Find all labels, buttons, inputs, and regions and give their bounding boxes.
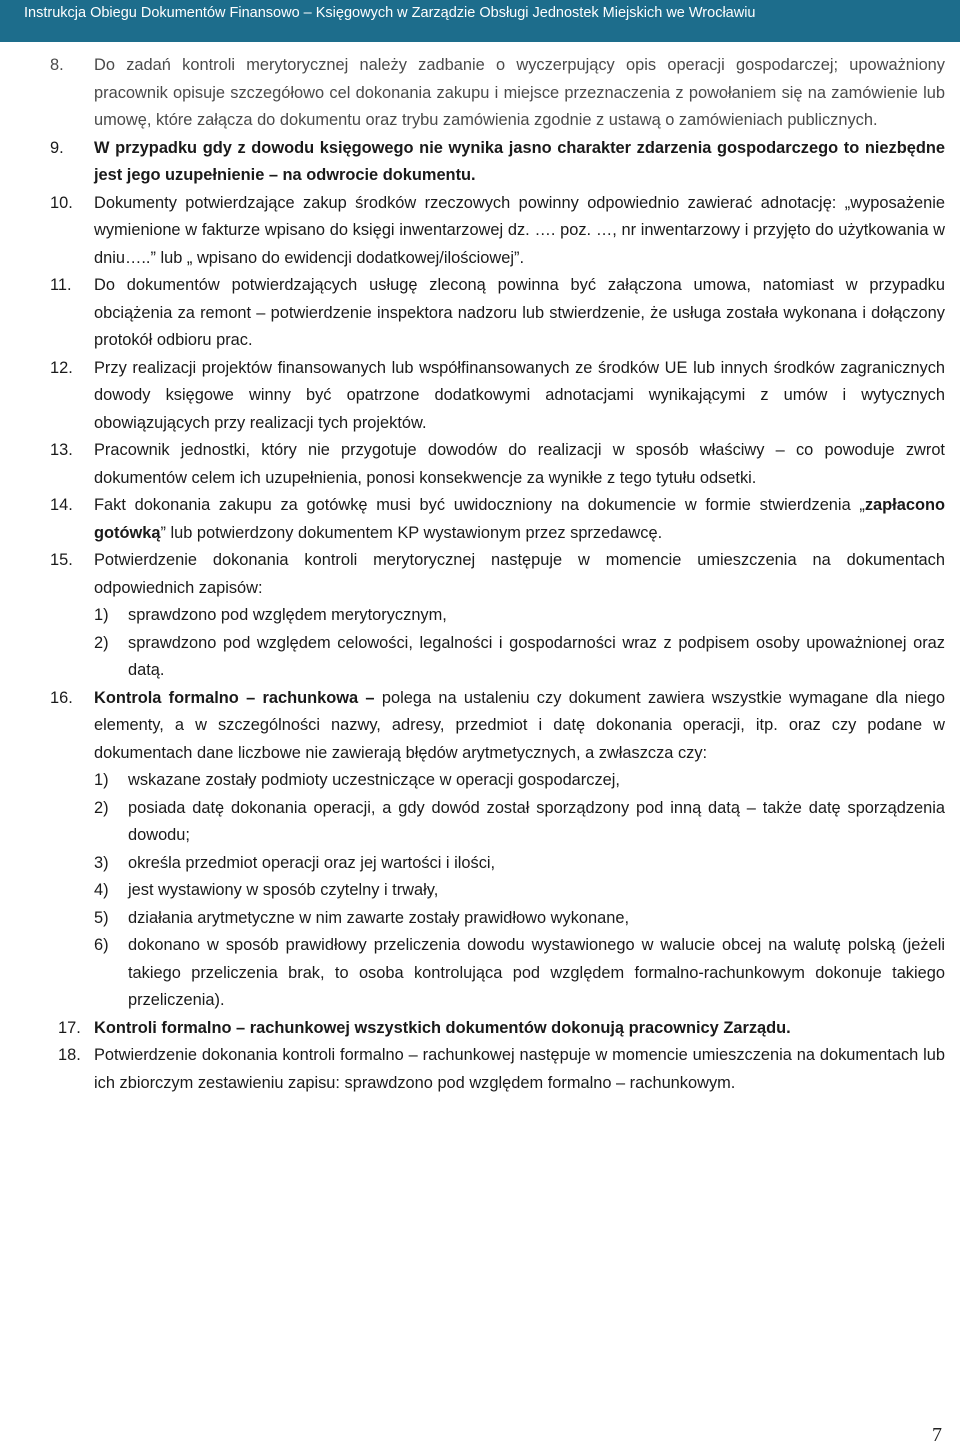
document-header <box>0 0 960 42</box>
sub-item <box>94 877 945 905</box>
sub-item-text: działania arytmetyczne w nim zawarte zostały prawidłowo wykonane, <box>128 908 630 927</box>
item-text-after: polega na ustaleniu czy dokument zawiera wszystkie wymagane dla niego elementy, a w szczególności nazwy, adresy, przedmiot i datę dokonania operacji, itp. oraz czy podane w dokumentach dane liczbowe nie zawierają błędów arytmetycznych, a zwłaszcza czy: <box>94 688 945 762</box>
list-item-12 <box>50 355 945 438</box>
sub-item-text: sprawdzono pod względem celowości, legalności i gospodarności wraz z podpisem osoby upoważnionej oraz datą. <box>128 633 945 679</box>
sub-item-text: określa przedmiot operacji oraz jej wartości i ilości, <box>128 853 496 872</box>
list-item-13 <box>50 437 945 492</box>
item-text: Potwierdzenie dokonania kontroli formalno – rachunkowej następuje w momencie umieszczenia na dokumentach lub ich zbiorczym zestawieniu zapisu: sprawdzono pod względem formalno – rachunkowym. <box>94 1046 945 1092</box>
item-number: 11. <box>50 276 72 294</box>
item-text-before: Fakt dokonania zakupu za gotówkę musi być uwidoczniony na dokumencie w formie stwierdzenia „ <box>94 496 865 514</box>
sub-item-text: wskazane zostały podmioty uczestniczące w operacji gospodarczej, <box>128 771 620 789</box>
item-number: 13. <box>50 441 73 459</box>
item-text: Dokumenty potwierdzające zakup środków rzeczowych powinny odpowiednio zawierać adnotację: „wyposażenie wymienione w fakturze wpisano do księgi inwentarzowej dz. …. poz. …, nr inwentarzowy i przyjęto do użytkowania w dniu…..” lub „ wpisano do ewidencji dodatkowej/ilościowej”. <box>94 193 945 267</box>
list-item-15 <box>50 547 945 685</box>
list-item-16 <box>50 685 945 1015</box>
page-number: 7 <box>932 1424 942 1446</box>
list-item-10 <box>50 190 945 273</box>
item-text-after: ” lub potwierdzony dokumentem KP wystawionym przez sprzedawcę. <box>160 523 663 542</box>
list-item-14 <box>50 492 945 547</box>
item-number: 8. <box>50 56 64 74</box>
sub-item <box>94 602 945 630</box>
item-text: Kontroli formalno – rachunkowej wszystkich dokumentów dokonują pracownicy Zarządu. <box>94 1018 791 1037</box>
item-text: W przypadku gdy z dowodu księgowego nie wynika jasno charakter zdarzenia gospodarczego to niezbędne jest jego uzupełnienie – na odwrocie dokumentu. <box>94 138 945 184</box>
list-item-17 <box>50 1015 945 1043</box>
sub-item <box>94 767 945 795</box>
item-number: 10. <box>50 193 73 212</box>
list-item-8 <box>50 52 945 135</box>
sub-item-number: 3) <box>94 853 109 872</box>
item-text-bold: zapłacono gotówką <box>94 496 945 542</box>
item-number: 16. <box>50 688 73 707</box>
item-number: 9. <box>50 138 64 157</box>
sub-item-number: 2) <box>94 798 109 817</box>
item-number: 17. <box>58 1018 81 1037</box>
item-number: 18. <box>58 1046 81 1064</box>
item-text: Do dokumentów potwierdzających usługę zleconą powinna być załączona umowa, natomiast w przypadku obciążenia za remont – potwierdzenie inspektora nadzoru lub stwierdzenie, że usługa została wykonana i dołączony protokół odbioru prac. <box>94 276 945 349</box>
sub-item-number: 2) <box>94 633 109 652</box>
sub-item-text: dokonano w sposób prawidłowy przeliczenia dowodu wystawionego w walucie obcej na walutę polską (jeżeli takiego przeliczenia brak, to osoba kontrolująca pod względem formalno-rachunkowym dokonuje takiego przeliczenia). <box>128 936 945 1009</box>
sub-item <box>94 932 945 1015</box>
item-text: Przy realizacji projektów finansowanych lub współfinansowanych ze środków UE lub innych środków zagranicznych dowody księgowe winny być opatrzone dodatkowymi adnotacjami wynikającymi z umów i wytycznych obowiązujących przy realizacji tych projektów. <box>94 358 945 432</box>
sub-item <box>94 850 945 878</box>
sub-item-number: 1) <box>94 606 109 624</box>
item-text: Potwierdzenie dokonania kontroli merytorycznej następuje w momencie umieszczenia na dokumentach odpowiednich zapisów: <box>94 551 945 597</box>
sub-item-number: 1) <box>94 771 109 789</box>
sub-item-number: 6) <box>94 936 109 954</box>
sub-item <box>94 630 945 685</box>
sub-item-number: 5) <box>94 908 109 927</box>
document-body <box>50 52 945 1097</box>
item-number: 15. <box>50 551 73 569</box>
item-text-bold: Kontrola formalno – rachunkowa – <box>94 688 375 707</box>
sub-item <box>94 905 945 933</box>
item-number: 14. <box>50 496 73 514</box>
item-number: 12. <box>50 358 73 377</box>
header-title: Instrukcja Obiegu Dokumentów Finansowo – Księgowych w Zarządzie Obsługi Jednostek Miejskich we Wrocławiu <box>24 5 756 21</box>
sub-item <box>94 795 945 850</box>
sub-item-text: posiada datę dokonania operacji, a gdy dowód został sporządzony pod inną datą – także datę sporządzenia dowodu; <box>128 798 945 844</box>
item-text: Pracownik jednostki, który nie przygotuje dowodów do realizacji w sposób właściwy – co powoduje zwrot dokumentów celem ich uzupełnienia, ponosi konsekwencje za wynikłe z tego tytułu odsetki. <box>94 441 945 487</box>
sub-item-number: 4) <box>94 881 109 899</box>
list-item-9 <box>50 135 945 190</box>
item-text: Do zadań kontroli merytorycznej należy zadbanie o wyczerpujący opis operacji gospodarczej; upoważniony pracownik opisuje szczegółowo cel dokonania zakupu i miejsce przeznaczenia z powołaniem się na zamówienie lub umowę, które załącza do dokumentu oraz trybu zamówienia zgodnie z ustawą o zamówieniach publicznych. <box>94 56 945 129</box>
sub-item-text: jest wystawiony w sposób czytelny i trwały, <box>128 881 439 899</box>
list-item-11 <box>50 272 945 355</box>
sub-item-text: sprawdzono pod względem merytorycznym, <box>128 606 447 624</box>
list-item-18 <box>50 1042 945 1097</box>
